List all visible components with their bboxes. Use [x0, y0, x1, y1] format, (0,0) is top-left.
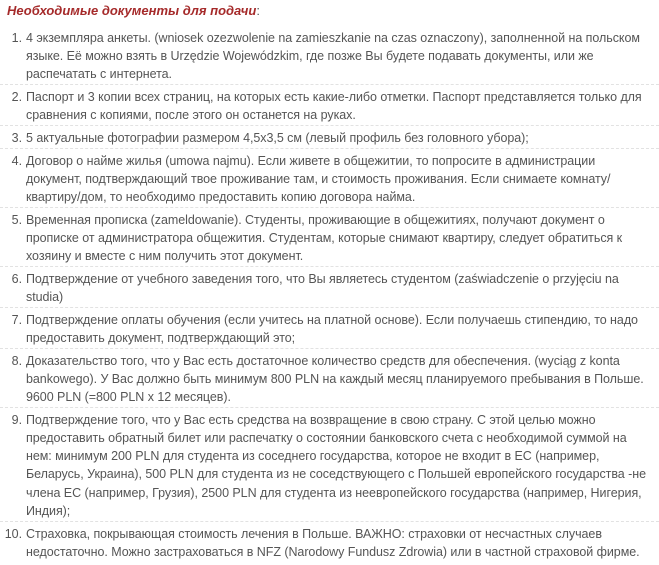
item-number: 4 .: [0, 152, 22, 170]
list-item: [0, 525, 659, 562]
item-text: Подтверждение того, что у Вас есть средства на возвращение в свою страну. С этой целью можно предоставить обратный билет или распечатку о состоянии банковского счета с необходимой суммой на нем: минимум 200 PLN для студента из соседнего государства, которое не входит в ЕС (например, Беларусь, Украина), 500 PLN для студента из не соседствующего с Польшей европейского государства -не члена ЕС (например, Грузия), 2500 PLN для студента из неевропейского государства (например, Нигерия, Индия);: [26, 413, 647, 518]
item-number: 3 .: [0, 129, 22, 147]
item-number: 9 .: [0, 411, 22, 429]
item-text: Паспорт и 3 копии всех страниц, на которых есть какие-либо отметки. Паспорт представляется только для сравнения с копиями, после этого он останется на руках.: [26, 90, 642, 123]
item-number: 1 .: [0, 29, 22, 47]
item-text: Временная прописка (zameldowanie). Студенты, проживающие в общежитиях, получают документ о прописке от администратора общежития. Студентам, которые снимают квартиру, следует обратиться к хозяину и вместе с ним получить этот документ.: [26, 213, 623, 264]
item-number: 7 .: [0, 311, 22, 329]
item-number: 5 .: [0, 211, 22, 229]
item-text: 4 экземпляра анкеты. (wniosek ozezwolenie na zamieszkanie na czas oznaczony), заполненной на польском языке. Её можно взять в Urzędzie Wojewódzkim, где позже Вы будете подавать документы, или же распечатать с интернета.: [26, 31, 640, 82]
item-text: Страховка, покрывающая стоимость лечения в Польше. ВАЖНО: страховки от несчастных случаев недостаточно. Можно застраховаться в NFZ (Narodowy Fundusz Zdrowia) или в частной страховой фирме.: [26, 526, 640, 559]
item-text: Подтверждение от учебного заведения того, что Вы являетесь студентом (zaświadczenie o przyjęciu na studia): [26, 272, 619, 305]
item-text: Подтверждение оплаты обучения (если учитесь на платной основе). Если получаешь стипендию, то надо предоставить документ, подтверждающий это;: [26, 313, 638, 346]
item-number: 6 .: [0, 270, 22, 288]
list-item: [0, 270, 659, 308]
list-item: [0, 352, 659, 408]
heading-colon: :: [256, 3, 260, 18]
section-heading: [7, 2, 260, 19]
heading-title: Необходимые документы для подачи: [7, 3, 257, 18]
list-item: [0, 129, 659, 149]
required-documents-list: [0, 29, 659, 565]
item-number: 8 .: [0, 352, 22, 370]
item-number: 10 .: [0, 525, 22, 543]
item-number: 2 .: [0, 88, 22, 106]
item-text: 5 актуальные фотографии размером 4,5х3,5 см (левый профиль без головного убора);: [26, 131, 529, 146]
list-item: [0, 211, 659, 267]
item-text: Договор о найме жилья (umowa najmu). Если живете в общежитии, то попросите в администрации документ, подтверждающий твое проживание там, и стоимость проживания. Если снимаете комнату/квартиру/дом, то необходимо предоставить копию договора найма.: [26, 153, 611, 205]
list-item: [0, 411, 659, 522]
list-item: [0, 29, 659, 85]
list-item: [0, 311, 659, 349]
list-item: [0, 152, 659, 208]
item-text: Доказательство того, что у Вас есть достаточное количество средств для обеспечения. (wyciąg z konta bankowego). У Вас должно быть минимум 800 PLN на каждый месяц планируемого пребывания в Польше. 9600 PLN (=800 PLN х 12 месяцев).: [26, 354, 644, 405]
list-item: [0, 88, 659, 126]
